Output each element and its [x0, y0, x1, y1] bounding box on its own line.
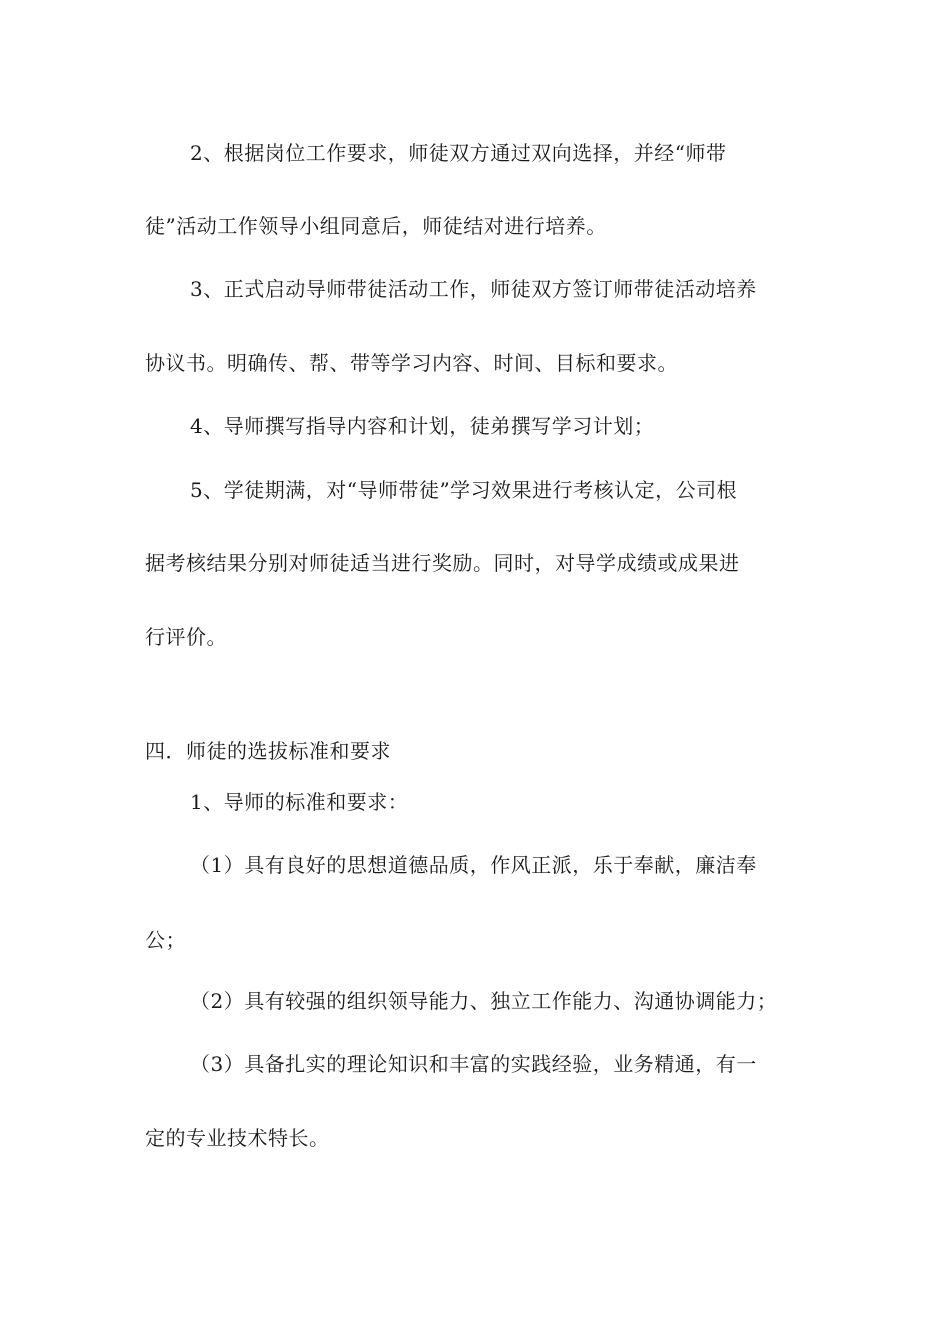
paragraph-5-line-1: 5、学徒期满，对“导师带徒”学习效果进行考核认定，公司根 [190, 478, 738, 502]
paragraph-5-line-2: 据考核结果分别对师徒适当进行奖励。同时，对导学成绩或成果进 [145, 551, 740, 575]
item-1-line-1: （1）具有良好的思想道德品质，作风正派，乐于奉献，廉洁奉 [190, 853, 757, 877]
paragraph-3-line-1: 3、正式启动导师带徒活动工作，师徒双方签订师带徒活动培养 [190, 277, 757, 301]
item-3-line-2: 定的专业技术特长。 [145, 1126, 330, 1150]
section-4-heading: 四．师徒的选拔标准和要求 [145, 739, 391, 763]
paragraph-2-line-2: 徒”活动工作领导小组同意后，师徒结对进行培养。 [145, 214, 607, 238]
paragraph-4-line-1: 4、导师撰写指导内容和计划，徒弟撰写学习计划； [190, 414, 655, 438]
paragraph-5-line-3: 行评价。 [145, 625, 227, 649]
item-1-line-2: 公； [145, 928, 186, 952]
item-3-line-1: （3）具备扎实的理论知识和丰富的实践经验，业务精通，有一 [190, 1052, 757, 1076]
paragraph-3-line-2: 协议书。明确传、帮、带等学习内容、时间、目标和要求。 [145, 351, 678, 375]
item-2-line-1: （2）具有较强的组织领导能力、独立工作能力、沟通协调能力； [190, 989, 778, 1013]
subsection-1-heading: 1、导师的标准和要求： [190, 790, 409, 814]
paragraph-2-line-1: 2、根据岗位工作要求，师徒双方通过双向选择，并经“师带 [190, 141, 727, 165]
